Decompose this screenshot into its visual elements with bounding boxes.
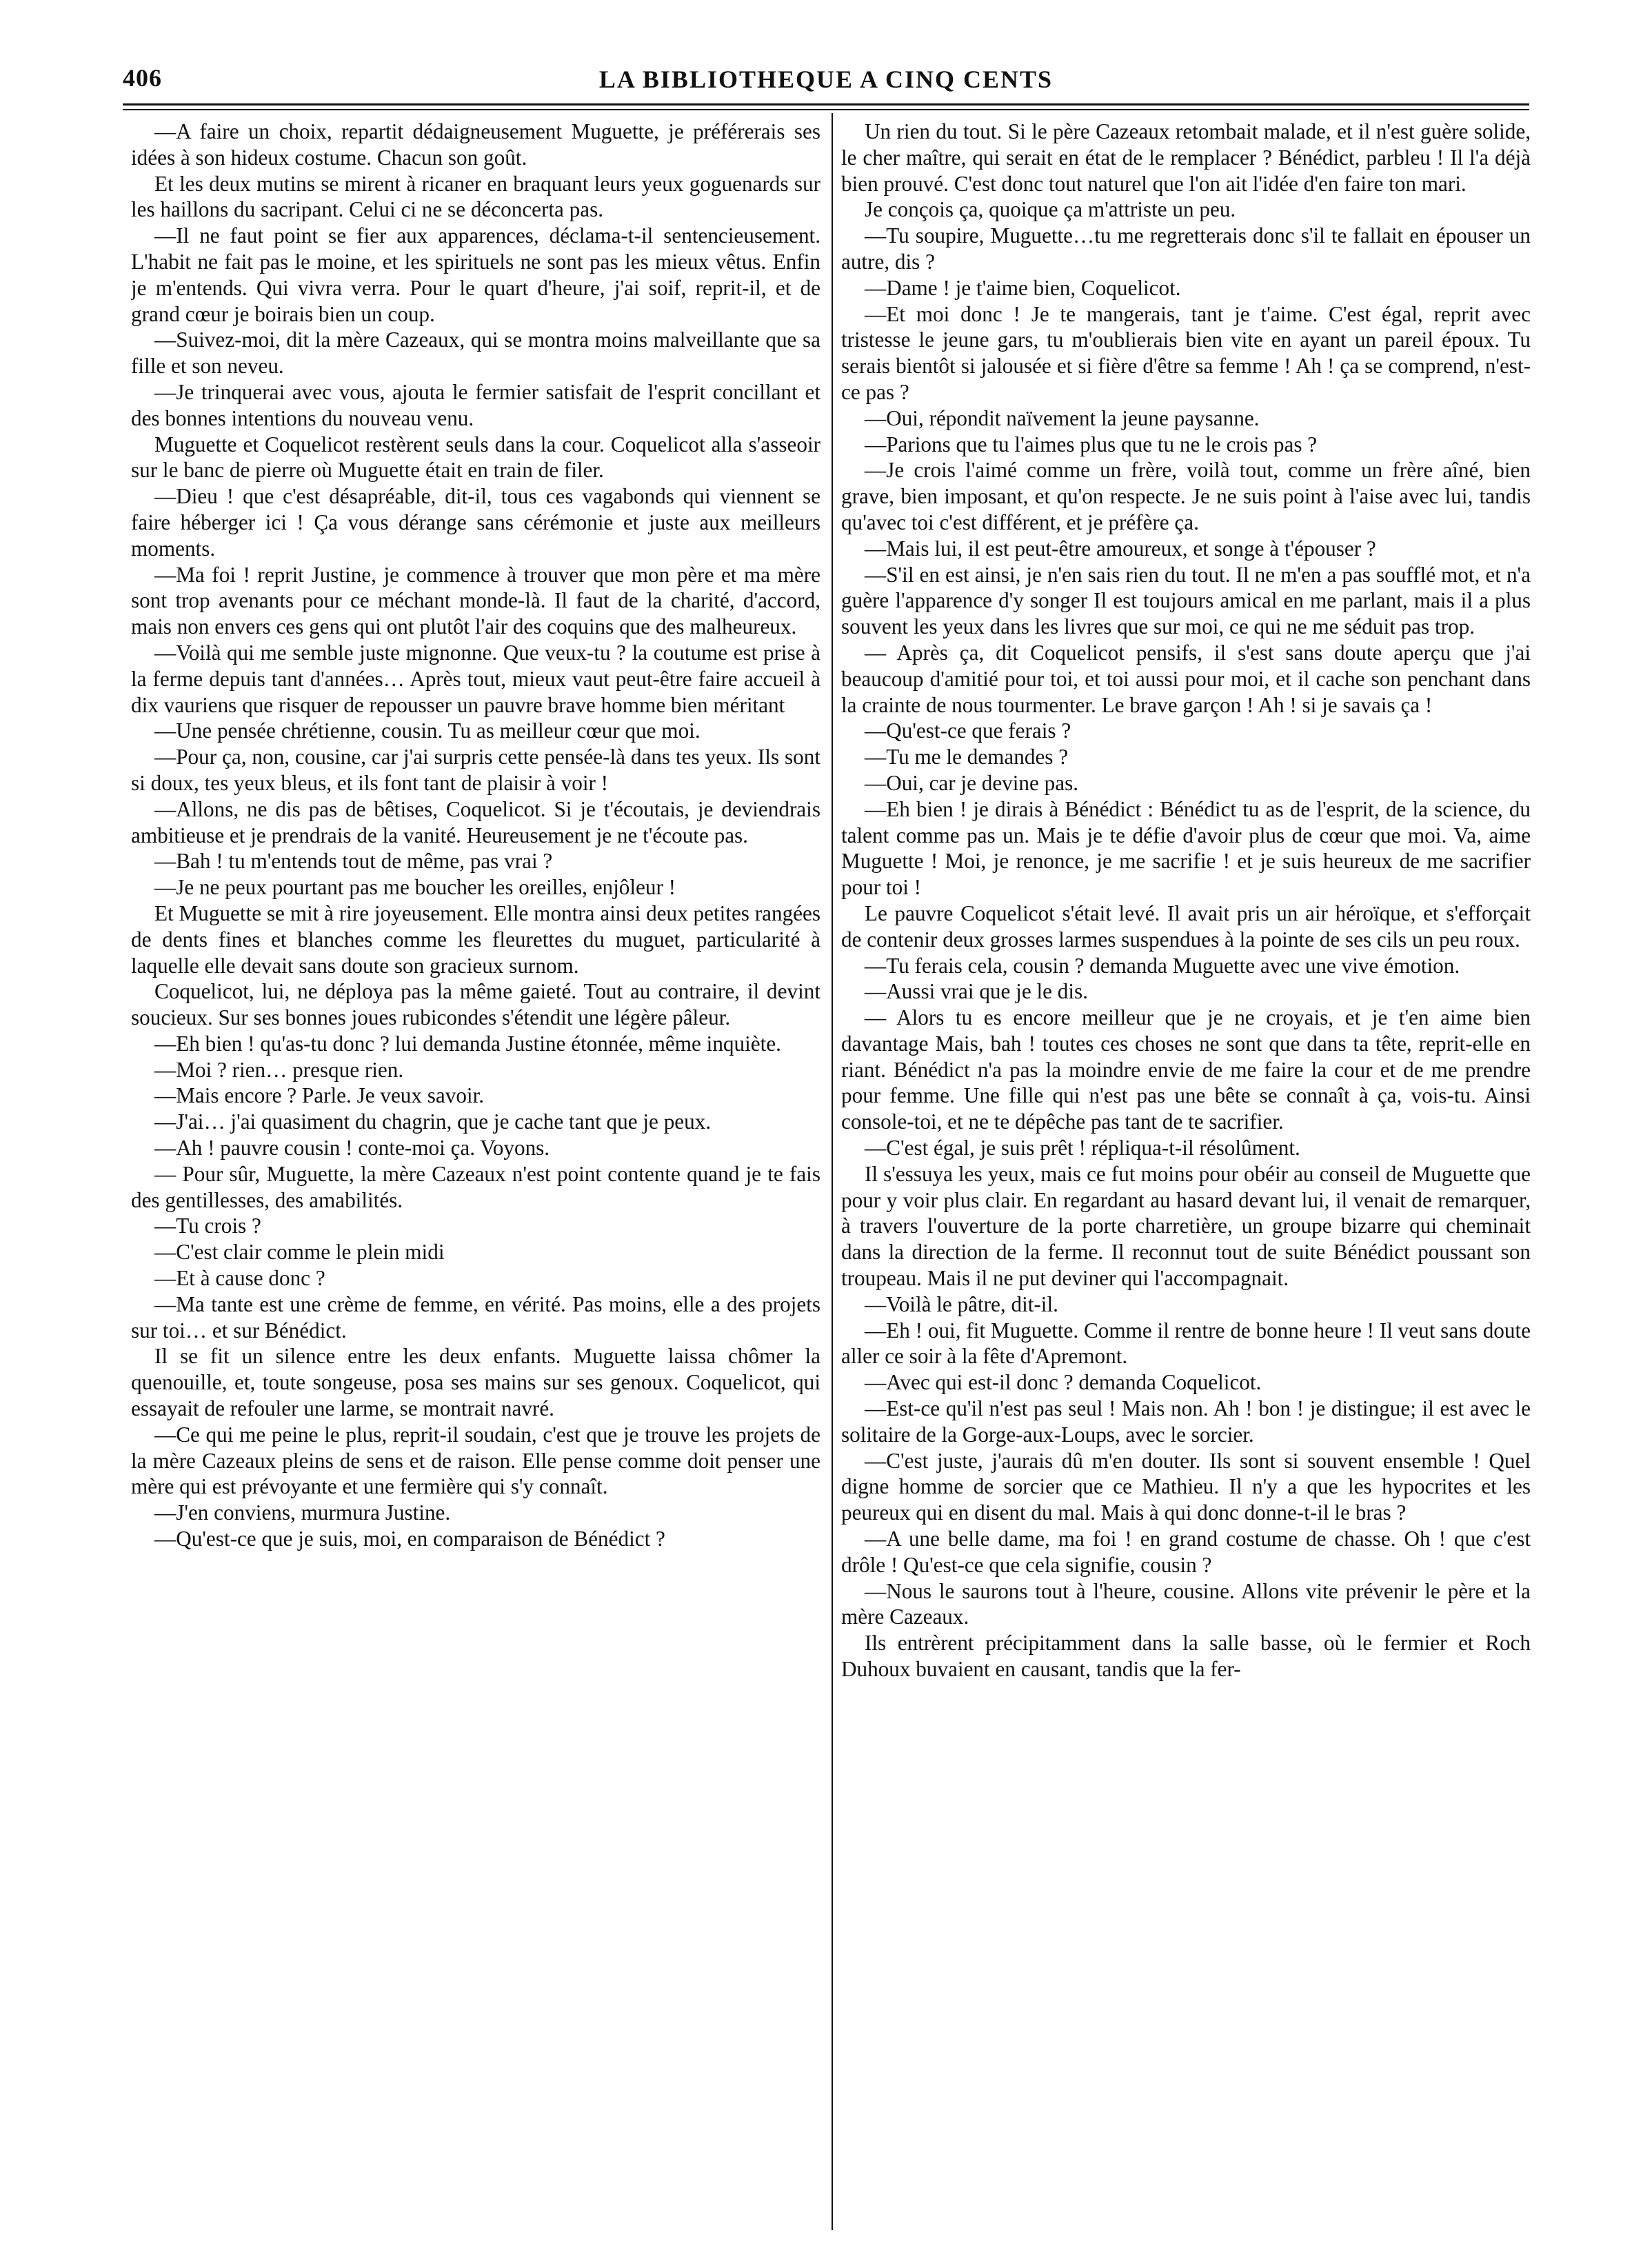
paragraph: — Après ça, dit Coquelicot pensifs, il s'est sans doute aperçu que j'ai beaucoup d'amitié pour toi, et toi aussi pour moi, et il cache son penchant dans la crainte de nous tourmenter. Le brave garçon ! Ah ! si je savais ça ! (841, 640, 1531, 717)
paragraph: —Tu me le demandes ? (865, 745, 1069, 770)
paragraph: —Mais encore ? Parle. Je veux savoir. (154, 1083, 485, 1108)
paragraph: —Voilà qui me semble juste mignonne. Que veux-tu ? la coutume est prise à la ferme depuis tant d'années… Après tout, mieux vaut peut-être faire accueil à dix vauriens que risquer de repousser un pauvre brave homme bien méritant (131, 640, 820, 717)
paragraph: —Moi ? rien… presque rien. (154, 1057, 404, 1082)
column-divider (832, 113, 833, 2230)
paragraph: —Nous le saurons tout à l'heure, cousine. Allons vite prévenir le père et la mère Cazeaux. (841, 1578, 1531, 1629)
paragraph: —S'il en est ainsi, je n'en sais rien du tout. Il ne m'en a pas soufflé mot, et n'a guère l'apparence d'y songer Il est toujours amical en me parlant, mais il a plus souvent les yeux dans les livres que sur moi, ce qui ne me séduit pas trop. (841, 562, 1531, 639)
paragraph: —Mais lui, il est peut-être amoureux, et songe à t'épouser ? (865, 536, 1376, 561)
paragraph: Il se fit un silence entre les deux enfants. Muguette laissa chômer la quenouille, et, toute songeuse, posa ses mains sur ses genoux. Coquelicot, qui essayait de refouler une larme, se montrait navré. (131, 1344, 820, 1421)
paragraph: —Parions que tu l'aimes plus que tu ne le crois pas ? (865, 432, 1318, 456)
paragraph: —Oui, répondit naïvement la jeune paysanne. (865, 405, 1260, 430)
paragraph: Muguette et Coquelicot restèrent seuls dans la cour. Coquelicot alla s'asseoir sur le banc de pierre où Muguette était en train de filer. (131, 432, 820, 483)
paragraph: —Oui, car je devine pas. (865, 770, 1079, 795)
paragraph: —Dieu ! que c'est désapréable, dit-il, tous ces vagabonds qui viennent se faire héberger ici ! Ça vous dérange sans cérémonie et juste aux meilleurs moments. (131, 484, 820, 561)
paragraph: —A faire un choix, repartit dédaigneusement Muguette, je préférerais ses idées à son hideux costume. Chacun son goût. (131, 119, 820, 170)
paragraph: Je conçois ça, quoique ça m'attriste un peu. (865, 197, 1236, 222)
paragraph: —Il ne faut point se fier aux apparences, déclama-t-il sentencieusement. L'habit ne fait pas le moine, et les spirituels ne sont pas les mieux vêtus. Enfin je m'entends. Qui vivra verra. Pour le quart d'heure, j'ai soif, reprit-il, et de grand cœur je boirais bien un coup. (131, 223, 820, 326)
paragraph: —Qu'est-ce que ferais ? (865, 718, 1071, 743)
paragraph: Et Muguette se mit à rire joyeusement. Elle montra ainsi deux petites rangées de dents fines et blanches comme les fleurettes du muguet, particularité à laquelle elle devait sans doute son gracieux surnom. (131, 901, 820, 978)
paragraph: —Je ne peux pourtant pas me boucher les oreilles, enjôleur ! (154, 875, 676, 900)
running-title: LA BIBLIOTHEQUE A CINQ CENTS (598, 66, 1054, 93)
page-number: 406 (123, 64, 162, 92)
paragraph: —A une belle dame, ma foi ! en grand costume de chasse. Oh ! que c'est drôle ! Qu'est-ce que cela signifie, cousin ? (841, 1527, 1531, 1577)
paragraph: —Je crois l'aimé comme un frère, voilà tout, comme un frère aîné, bien grave, bien imposant, et qu'on respecte. Je ne suis point à l'aise avec lui, tandis qu'avec toi c'est différent, et je préfère ça. (841, 458, 1531, 534)
right-text-column (841, 119, 1531, 2215)
paragraph: Un rien du tout. Si le père Cazeaux retombait malade, et il n'est guère solide, le cher maître, qui serait en état de le remplacer ? Bénédict, parbleu ! Il l'a déjà bien prouvé. C'est donc tout naturel que l'on ait l'idée d'en faire ton mari. (841, 119, 1531, 196)
paragraph: —Ah ! pauvre cousin ! conte-moi ça. Voyons. (154, 1136, 550, 1160)
page-header (123, 59, 1529, 108)
paragraph: — Pour sûr, Muguette, la mère Cazeaux n'est point contente quand je te fais des gentillesses, des amabilités. (131, 1161, 820, 1212)
paragraph: —Ma foi ! reprit Justine, je commence à trouver que mon père et ma mère sont trop avenants pour ce méchant monde-là. Il faut de la charité, d'accord, mais non envers ces gens qui ont plutôt l'air des coquins que des malheureux. (131, 562, 820, 639)
paragraph: —Ce qui me peine le plus, reprit-il soudain, c'est que je trouve les projets de la mère Cazeaux pleins de sens et de raison. Elle pense comme doit penser une mère qui est prévoyante et une fermière qui s'y connaît. (131, 1422, 820, 1499)
paragraph: —C'est clair comme le plein midi (154, 1240, 445, 1265)
paragraph: —Tu soupire, Muguette…tu me regretterais donc s'il te fallait en épouser un autre, dis ? (841, 223, 1531, 274)
paragraph: —Voilà le pâtre, dit-il. (865, 1291, 1058, 1316)
paragraph: —Une pensée chrétienne, cousin. Tu as meilleur cœur que moi. (154, 718, 701, 743)
paragraph: —Suivez-moi, dit la mère Cazeaux, qui se montra moins malveillante que sa fille et son neveu. (131, 328, 820, 379)
paragraph: — Alors tu es encore meilleur que je ne croyais, et je t'en aime bien davantage Mais, bah ! toutes ces choses ne sont que dans ta tête, reprit-elle en riant. Bénédict n'a pas la moindre envie de me faire la cour et de me prendre pour femme. Une fille qui n'est pas une bête se connaît à ça, vois-tu. Ainsi console-toi, et ne te dépêche pas tant de te sacrifier. (841, 1005, 1531, 1134)
paragraph: Le pauvre Coquelicot s'était levé. Il avait pris un air héroïque, et s'efforçait de contenir deux grosses larmes suspendues à la pointe de ses cils un peu roux. (841, 901, 1531, 952)
paragraph: —Tu crois ? (154, 1214, 261, 1238)
paragraph: —Et moi donc ! Je te mangerais, tant je t'aime. C'est égal, reprit avec tristesse le jeune gars, tu m'oublierais bien vite en ayant un pareil époux. Tu serais bientôt si jalousée et si fière d'être sa femme ! Ah ! ça se comprend, n'est-ce pas ? (841, 301, 1531, 404)
paragraph: —Eh bien ! je dirais à Bénédict : Bénédict tu as de l'esprit, de la science, du talent comme pas un. Mais je te défie d'avoir plus de cœur que moi. Va, aime Muguette ! Moi, je renonce, je me sacrifie ! et je suis heureux de me sacrifier pour toi ! (841, 796, 1531, 900)
paragraph: Il s'essuya les yeux, mais ce fut moins pour obéir au conseil de Muguette que pour y voir plus clair. En regardant au hasard devant lui, il venait de remarquer, à travers l'ouverture de la porte charretière, un groupe bizarre qui cheminait dans la direction de la ferme. Il reconnut tout de suite Bénédict poussant son troupeau. Mais il ne put deviner qui l'accompagnait. (841, 1161, 1531, 1291)
paragraph: Et les deux mutins se mirent à ricaner en braquant leurs yeux goguenards sur les haillons du sacripant. Celui ci ne se déconcerta pas. (131, 171, 820, 222)
paragraph: —Bah ! tu m'entends tout de même, pas vrai ? (154, 849, 553, 874)
paragraph: —Eh ! oui, fit Muguette. Comme il rentre de bonne heure ! Il veut sans doute aller ce soir à la fête d'Apremont. (841, 1318, 1531, 1369)
paragraph: —Qu'est-ce que je suis, moi, en comparaison de Bénédict ? (154, 1527, 665, 1551)
paragraph: —C'est juste, j'aurais dû m'en douter. Ils sont si souvent ensemble ! Quel digne homme de sorcier que ce Mathieu. Il n'y a que les hypocrites et les peureux qui en disent du mal. Mais à qui donc donne-t-il le bras ? (841, 1448, 1531, 1525)
paragraph: —J'en conviens, murmura Justine. (154, 1500, 451, 1525)
paragraph: Coquelicot, lui, ne déploya pas la même gaieté. Tout au contraire, il devint soucieux. Sur ses bonnes joues rubicondes s'étendit une légère pâleur. (131, 979, 820, 1030)
paragraph: —Tu ferais cela, cousin ? demanda Muguette avec une vive émotion. (865, 953, 1460, 978)
header-rule-thick (123, 103, 1529, 105)
paragraph: —Avec qui est-il donc ? demanda Coquelicot. (865, 1370, 1262, 1395)
paragraph: —Est-ce qu'il n'est pas seul ! Mais non. Ah ! bon ! je distingue; il est avec le solitaire de la Gorge-aux-Loups, avec le sorcier. (841, 1396, 1531, 1447)
paragraph: —Je trinquerai avec vous, ajouta le fermier satisfait de l'esprit concillant et des bonnes intentions du nouveau venu. (131, 379, 820, 430)
left-text-column (131, 119, 820, 2215)
paragraph: —J'ai… j'ai quasiment du chagrin, que je cache tant que je peux. (154, 1109, 712, 1134)
paragraph: —Eh bien ! qu'as-tu donc ? lui demanda Justine étonnée, même inquiète. (154, 1031, 781, 1056)
paragraph: —C'est égal, je suis prêt ! répliqua-t-il résolûment. (865, 1136, 1300, 1160)
paragraph: —Pour ça, non, cousine, car j'ai surpris cette pensée-là dans tes yeux. Ils sont si doux, tes yeux bleus, et ils font tant de plaisir à voir ! (131, 745, 820, 795)
paragraph: —Dame ! je t'aime bien, Coquelicot. (865, 275, 1181, 300)
paragraph: —Et à cause donc ? (154, 1266, 325, 1291)
paragraph: —Allons, ne dis pas de bêtises, Coquelicot. Si je t'écoutais, je deviendrais ambitieuse et je prendrais de la vanité. Heureusement je ne t'écoute pas. (131, 796, 820, 847)
paragraph: Ils entrèrent précipitamment dans la salle basse, où le fermier et Roch Duhoux buvaient en causant, tandis que la fer- (841, 1631, 1531, 1682)
paragraph: —Ma tante est une crème de femme, en vérité. Pas moins, elle a des projets sur toi… et sur Bénédict. (131, 1291, 820, 1343)
paragraph: —Aussi vrai que je le dis. (865, 979, 1088, 1004)
header-rule-thin (123, 109, 1529, 110)
